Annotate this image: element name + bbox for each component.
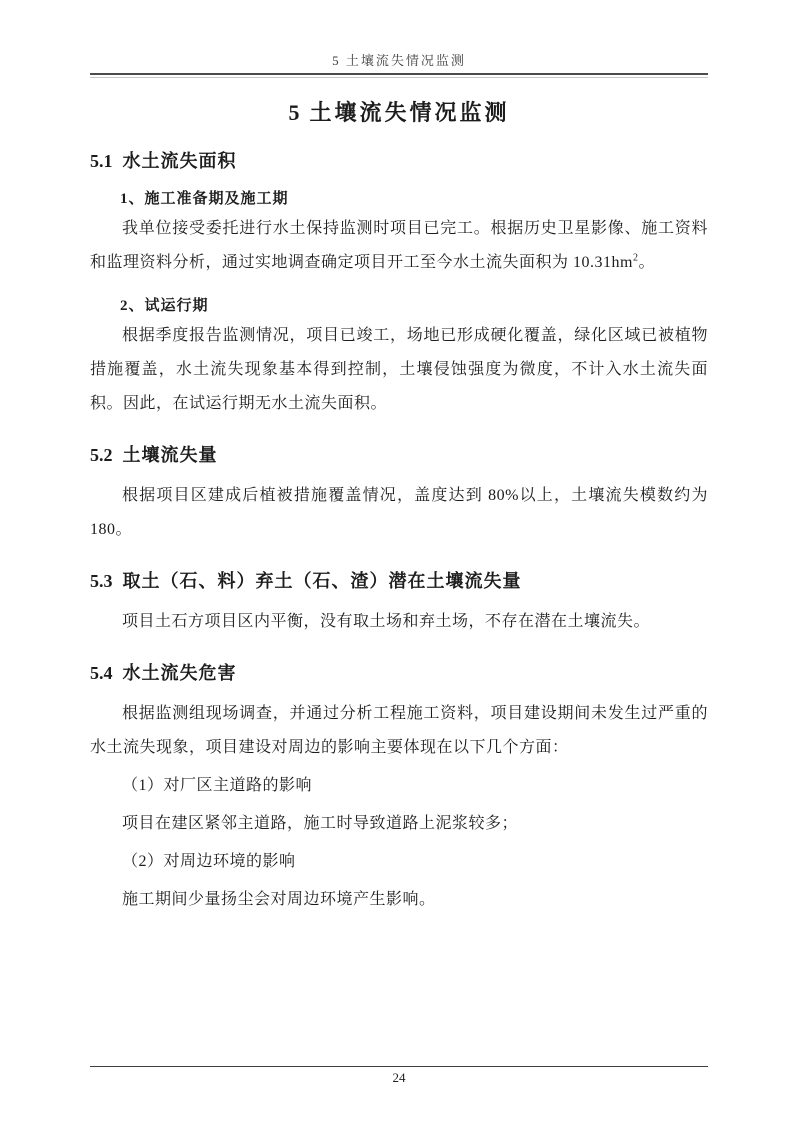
paragraph-soil-loss-amount: 根据项目区建成后植被措施覆盖情况，盖度达到 80%以上，土壤流失模数约为 180。 — [90, 487, 708, 538]
paragraph-potential-soil-loss: 项目土石方项目区内平衡，没有取土场和弃土场，不存在潜在土壤流失。 — [122, 613, 651, 630]
running-header-text: 5 土壤流失情况监测 — [332, 53, 466, 68]
section-title-text: 土壤流失量 — [122, 445, 218, 465]
section-title-text: 水土流失危害 — [122, 663, 237, 683]
header-rule-thick — [90, 73, 708, 75]
chapter-title-text: 土壤流失情况监测 — [309, 100, 510, 125]
list-item-environment-impact-desc: 施工期间少量扬尘会对周边环境产生影响。 — [122, 891, 436, 908]
paragraph-text: 我单位接受委托进行水土保持监测时项目已完工。根据历史卫星影像、施工资料和监理资料分析，通过实地调查确定项目开工至今水土流失面积为 10.31hm — [90, 220, 708, 271]
paragraph-trial-operation: 根据季度报告监测情况，项目已竣工，场地已形成硬化覆盖，绿化区域已被植物措施覆盖，水土流失现象基本得到控制，土壤侵蚀强度为微度，不计入水土流失面积。因此，在试运行期无水土流失面积。 — [90, 327, 708, 412]
section-heading-5-4 — [90, 659, 708, 685]
list-item-road-impact-title: （1）对厂区主道路的影响 — [122, 777, 313, 794]
section-number: 5.1 — [90, 151, 113, 171]
section-number: 5.4 — [90, 663, 113, 683]
page-footer — [90, 1066, 708, 1086]
chapter-title — [90, 96, 708, 127]
subheading-trial-operation: 2、试运行期 — [120, 298, 209, 314]
subheading-construction-period: 1、施工准备期及施工期 — [120, 191, 289, 207]
paragraph-construction-period — [90, 212, 708, 280]
list-item-road-impact-desc: 项目在建区紧邻主道路，施工时导致道路上泥浆较多； — [122, 815, 519, 832]
section-heading-5-2 — [90, 441, 708, 467]
chapter-number: 5 — [288, 100, 300, 125]
paragraph-soil-loss-harm: 根据监测组现场调查，并通过分析工程施工资料，项目建设期间未发生过严重的水土流失现象，项目建设对周边的影响主要体现在以下几个方面： — [90, 705, 708, 756]
list-item-environment-impact-title: （2）对周边环境的影响 — [122, 853, 296, 870]
section-title-text: 水土流失面积 — [122, 151, 237, 171]
running-header — [90, 0, 708, 69]
section-title-text: 取土（石、料）弃土（石、渣）潜在土壤流失量 — [122, 571, 522, 591]
section-heading-5-1 — [90, 147, 708, 173]
superscript-2: 2 — [632, 252, 639, 264]
section-number: 5.2 — [90, 445, 113, 465]
page-number: 24 — [392, 1070, 406, 1085]
paragraph-tail: 。 — [638, 254, 655, 271]
section-number: 5.3 — [90, 571, 113, 591]
header-rule-thin — [90, 77, 708, 78]
section-heading-5-3 — [90, 567, 708, 593]
